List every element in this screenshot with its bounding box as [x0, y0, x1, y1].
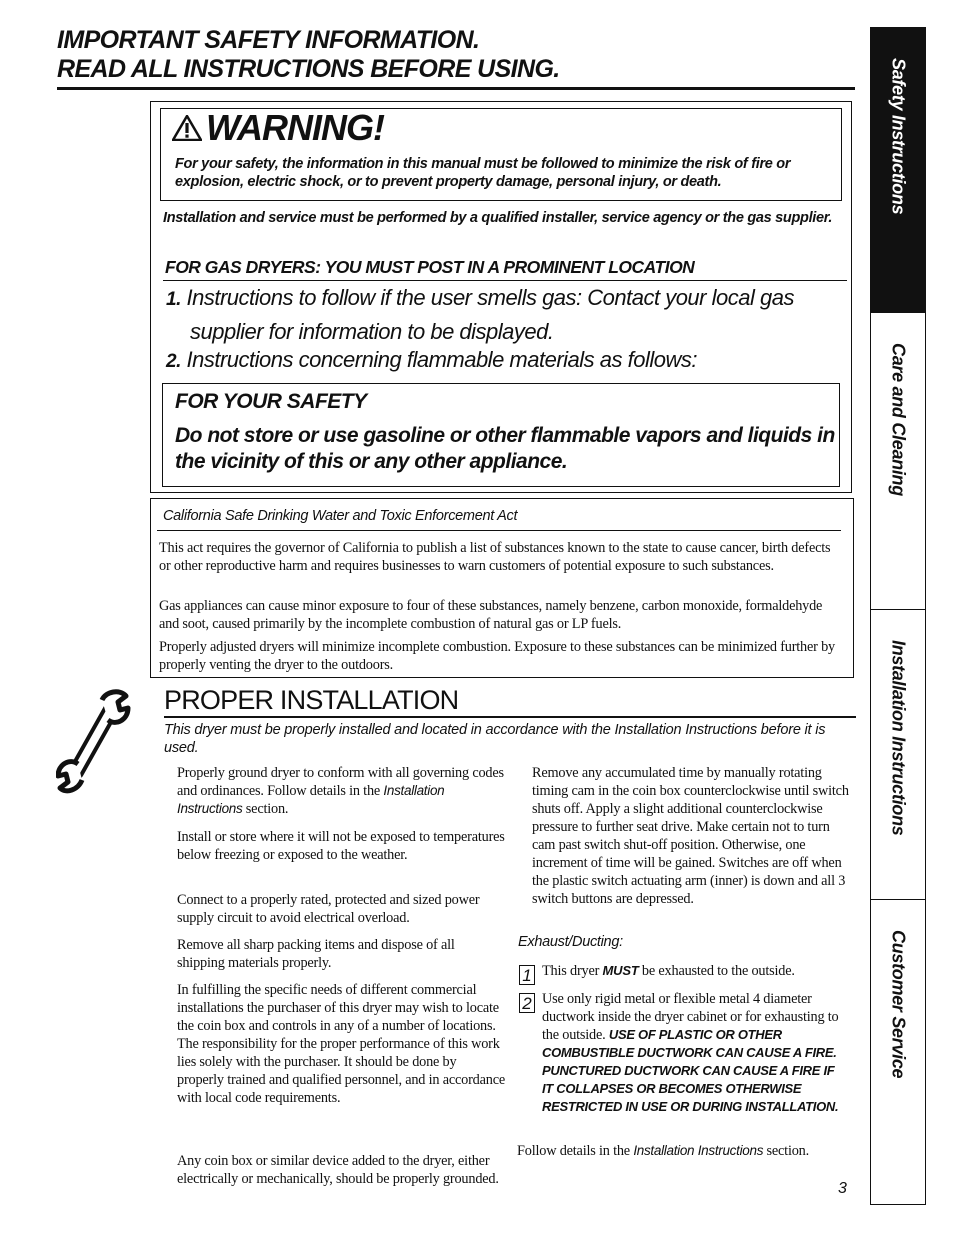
california-title: California Safe Drinking Water and Toxic Enforcement Act — [163, 508, 518, 524]
exhaust-ducting-heading: Exhaust/Ducting: — [518, 934, 623, 950]
page-title-line2: READ ALL INSTRUCTIONS BEFORE USING. — [57, 55, 560, 83]
item-text: This dryer — [542, 963, 603, 979]
item-number-2: 2 — [519, 993, 535, 1013]
tab-label: Safety Instructions — [888, 58, 909, 215]
for-your-safety-text: Do not store or use gasoline or other flammable vapors and liquids in the vicinity of this or any other appliance. — [175, 424, 835, 473]
tab-safety-instructions[interactable] — [871, 28, 925, 312]
title-rule — [57, 87, 855, 90]
page-number: 3 — [838, 1180, 847, 1197]
california-rule — [157, 530, 841, 531]
gas-step-1 — [166, 282, 826, 348]
paragraph-text: section. — [242, 801, 289, 817]
gas-step-2 — [166, 344, 826, 378]
tab-label: Customer Service — [888, 930, 909, 1079]
installation-paragraph: In fulfilling the specific needs of different commercial installations the purchaser of this dryer may wish to locate the coin box and controls in any of a number of locations. The responsibility for the proper performance of this work lies solely with the purchaser. It should be done by properly trained and qualified personnel, and in accordance with local code requirements. — [177, 982, 506, 1106]
california-paragraph: Gas appliances can cause minor exposure to four of these substances, namely benzene, carbon monoxide, formaldehyde and soot, caused primarily by the incomplete combustion of natural gas or LP fuels. — [159, 598, 823, 632]
exhaust-item-1 — [542, 962, 852, 980]
step-text-line2: supplier for information to be displayed. — [190, 319, 554, 344]
item-text: Use only rigid metal or flexible metal 4 diameter ductwork inside the dryer cabinet or for exhausting to the outside. — [542, 991, 839, 1043]
gas-heading-rule — [163, 280, 847, 281]
item-text: be exhausted to the outside. — [638, 963, 795, 979]
step-number: 2. — [166, 351, 181, 372]
follow-text: Follow details in the — [517, 1143, 634, 1159]
installation-paragraph: Install or store where it will not be exposed to temperatures below freezing or exposed to the weather. — [177, 829, 505, 863]
tab-care-and-cleaning[interactable] — [871, 312, 925, 609]
tab-installation-instructions[interactable] — [871, 609, 925, 899]
warning-text: For your safety, the information in this manual must be followed to minimize the risk of fire or explosion, electric shock, or to prevent property damage, personal injury, or death. — [175, 156, 791, 190]
must-emphasis: MUST — [602, 963, 639, 978]
installation-paragraph: Remove all sharp packing items and dispose of all shipping materials properly. — [177, 937, 455, 971]
proper-installation-title: PROPER INSTALLATION — [164, 685, 459, 715]
page-title-line1: IMPORTANT SAFETY INFORMATION. — [57, 26, 480, 54]
item-number-1: 1 — [519, 965, 535, 985]
step-text: Instructions concerning flammable materials as follows: — [186, 347, 697, 372]
installation-instructions-ref: Installation Instructions — [633, 1143, 764, 1158]
step-text-line1: Instructions to follow if the user smells gas: Contact your local gas — [186, 285, 794, 310]
for-your-safety-title: FOR YOUR SAFETY — [175, 390, 367, 413]
california-paragraph: This act requires the governor of California to publish a list of substances known to the state to cause cancer, birth defects or other reproductive harm and requires businesses to warn customers of potential exposure to such substances. — [159, 540, 831, 574]
installation-instructions-ref: Installation Instructions — [177, 783, 445, 816]
proper-installation-rule — [164, 716, 856, 718]
step-number: 1. — [166, 289, 181, 310]
warning-title — [172, 106, 384, 150]
install-notice: Installation and service must be performed by a qualified installer, service agency or the gas supplier. — [163, 210, 833, 226]
gas-dryers-heading: FOR GAS DRYERS: YOU MUST POST IN A PROMINENT LOCATION — [165, 257, 695, 277]
tab-label: Care and Cleaning — [888, 343, 909, 496]
section-tabs — [870, 27, 926, 1205]
tab-customer-service[interactable] — [871, 899, 925, 1206]
installation-paragraph — [177, 764, 505, 818]
installation-paragraph: Remove any accumulated time by manually rotating timing cam in the coin box counterclockwise until switch shuts off. Apply a slight additional counterclockwise pressure to further seat drive. Make certain not to turn cam past switch shut-off position. Otherwise, one increment of time will be gained. Switches are off when the plastic switch actuating arm (inner) is down and all 3 switch buttons are depressed. — [532, 765, 849, 907]
paragraph-text: Properly ground dryer to conform with all governing codes and ordinances. Follow details in the — [177, 765, 504, 799]
installation-paragraph: Connect to a properly rated, protected and sized power supply circuit to avoid electrical overload. — [177, 892, 480, 926]
ductwork-warning: USE OF PLASTIC OR OTHER COMBUSTIBLE DUCTWORK CAN CAUSE A FIRE. PUNCTURED DUCTWORK CAN CAUSE A FIRE IF IT COLLAPSES OR BECOMES OTHERWISE RESTRICTED IN USE OR DURING INSTALLATION. — [542, 1027, 839, 1114]
exhaust-item-2 — [542, 990, 842, 1116]
proper-installation-intro: This dryer must be properly installed and located in accordance with the Installation Instructions before it is used. — [164, 722, 826, 756]
follow-details — [517, 1142, 852, 1160]
warning-title-text: WARNING! — [206, 107, 384, 148]
page-title — [57, 26, 847, 84]
tab-label: Installation Instructions — [888, 640, 909, 836]
california-paragraph: Properly adjusted dryers will minimize incomplete combustion. Exposure to these substances can be minimized further by properly venting the dryer to the outdoors. — [159, 639, 835, 673]
warning-triangle-icon — [172, 115, 202, 141]
wrench-icon — [56, 688, 132, 798]
installation-paragraph: Any coin box or similar device added to the dryer, either electrically or mechanically, should be properly grounded. — [177, 1153, 499, 1187]
follow-text: section. — [763, 1143, 810, 1159]
